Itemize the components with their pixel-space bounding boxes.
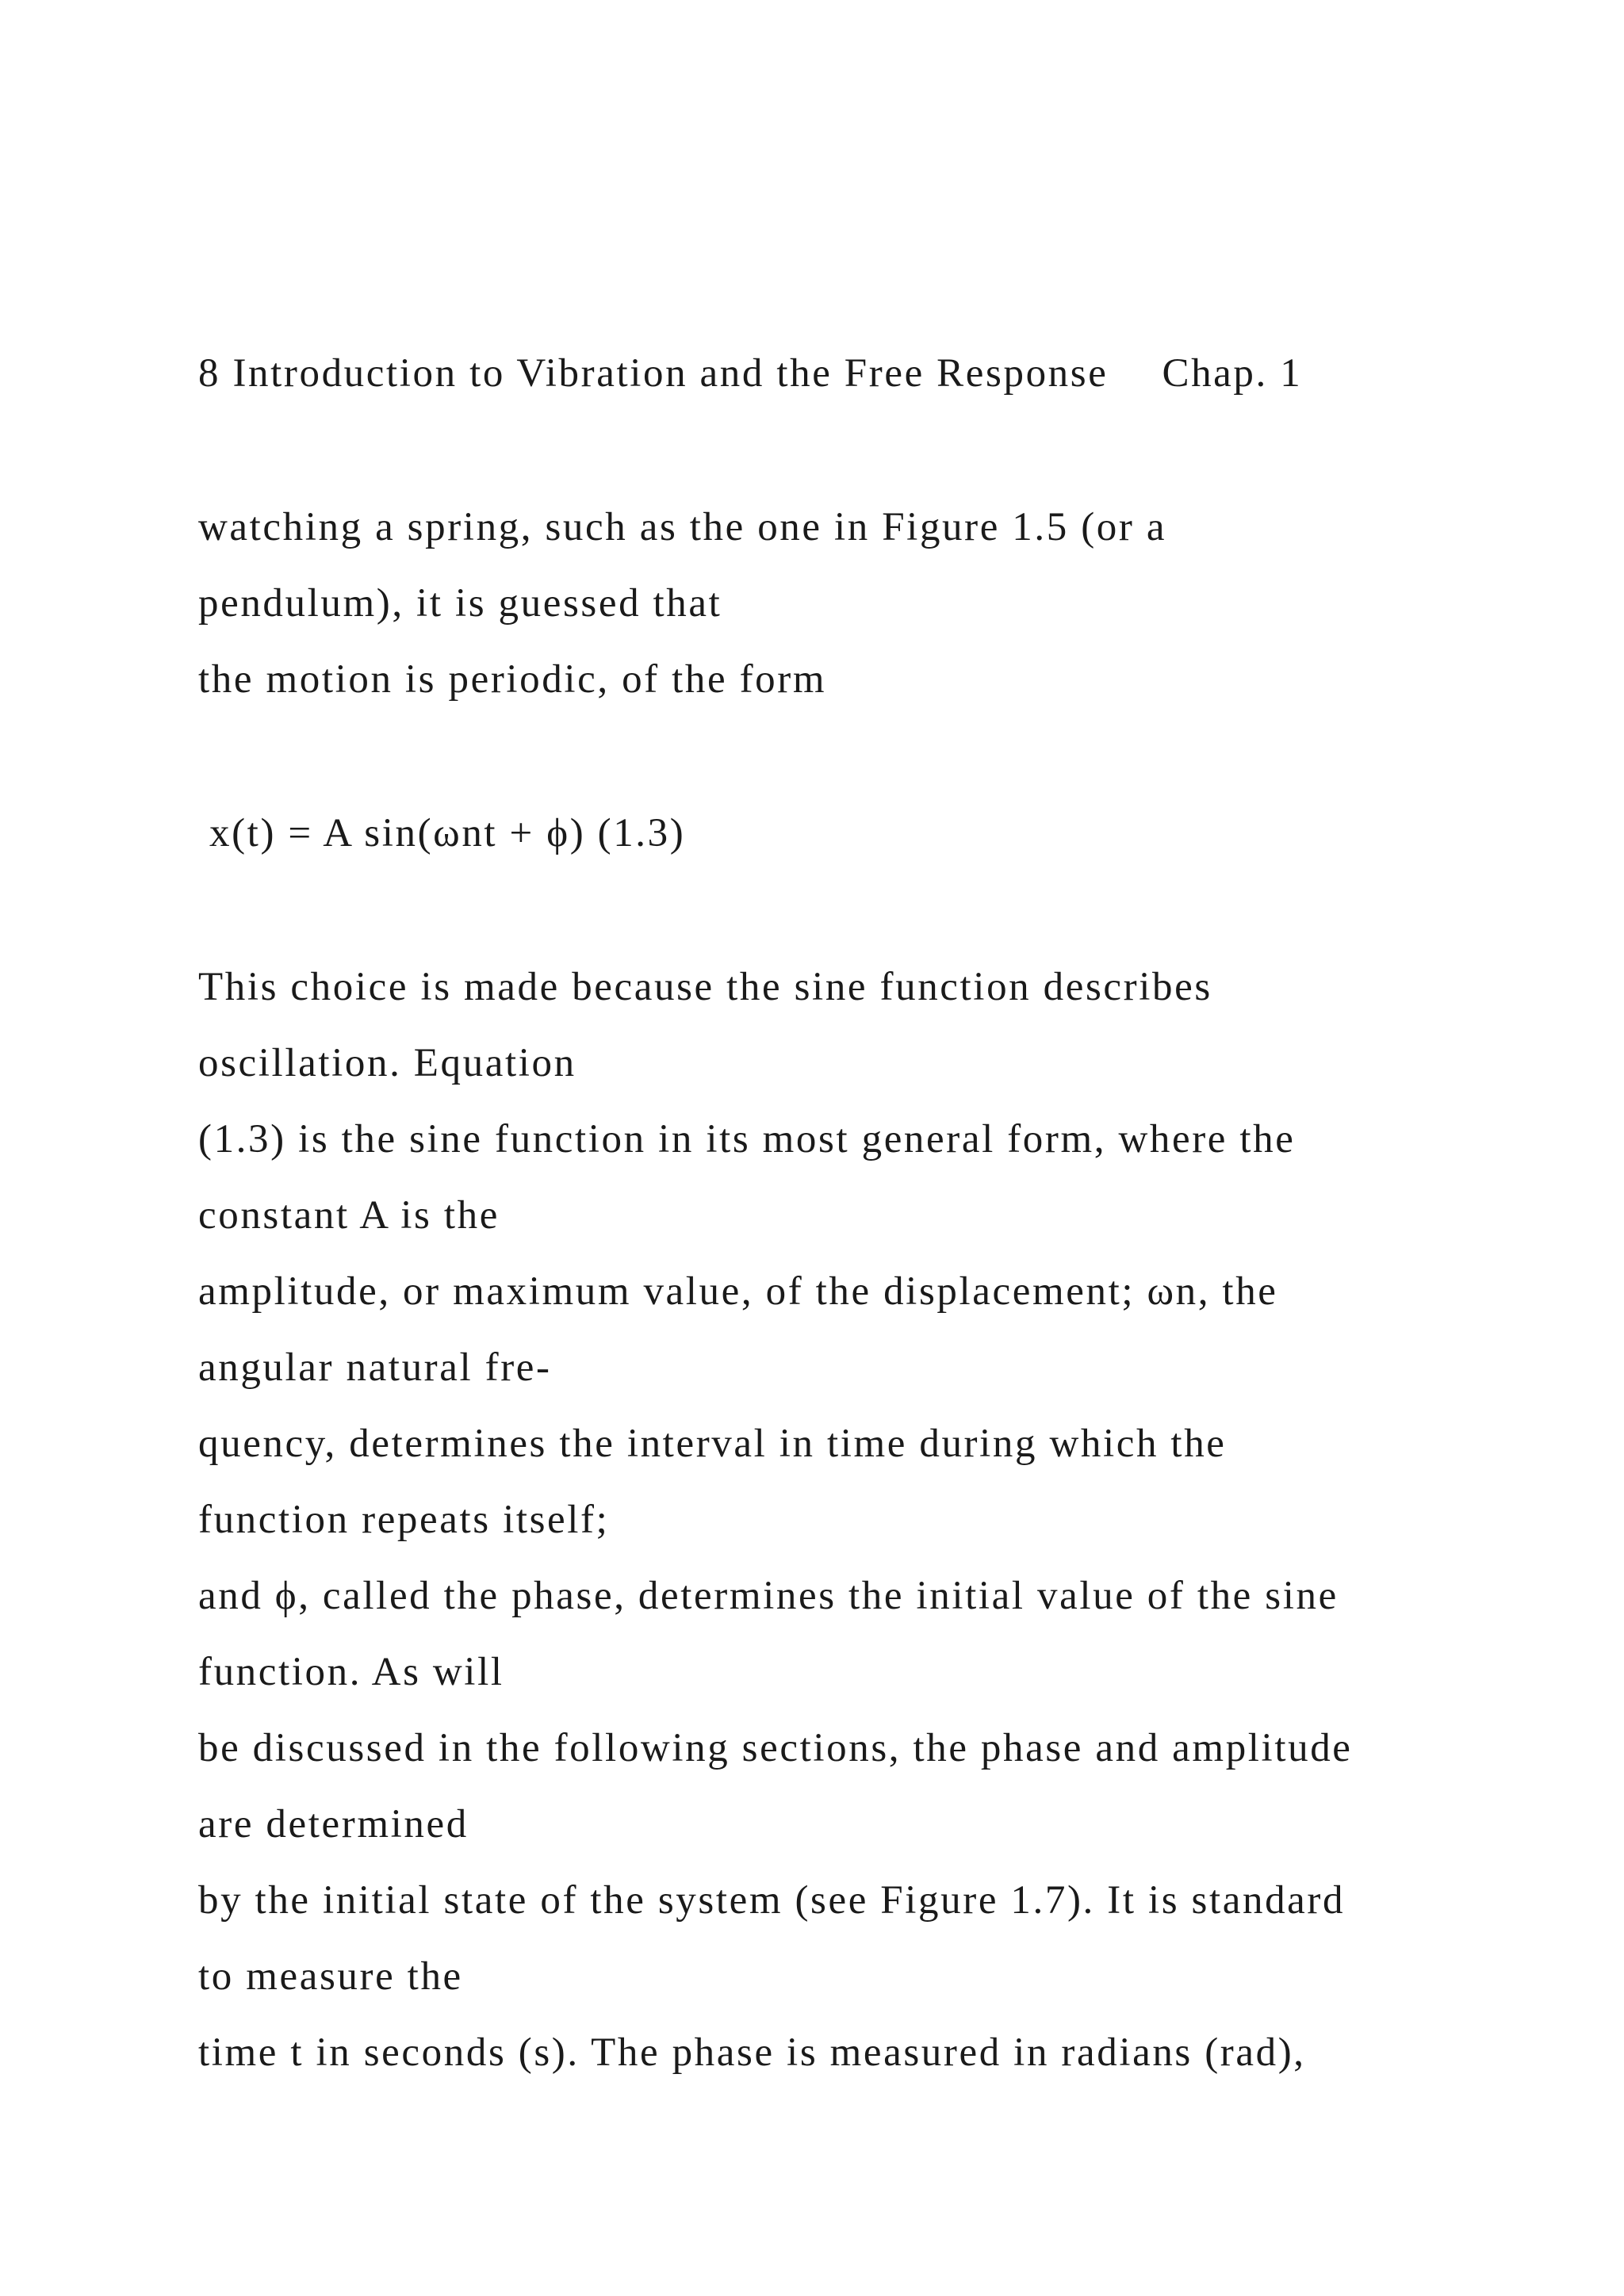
text-line: function. As will bbox=[198, 1650, 504, 1694]
text-line: and ϕ, called the phase, determines the initial value of the sine bbox=[198, 1574, 1339, 1618]
text-line: the motion is periodic, of the form bbox=[198, 657, 827, 702]
text-line: by the initial state of the system (see Figure 1.7). It is standard bbox=[198, 1878, 1346, 1923]
text-line: oscillation. Equation bbox=[198, 1041, 576, 1085]
text-line: are determined bbox=[198, 1802, 469, 1846]
chapter-label: Chap. 1 bbox=[1162, 351, 1303, 396]
text-line: be discussed in the following sections, the phase and amplitude bbox=[198, 1726, 1353, 1770]
text-line: amplitude, or maximum value, of the displacement; ωn, the bbox=[198, 1269, 1278, 1314]
page-header bbox=[198, 351, 1303, 396]
text-line: function repeats itself; bbox=[198, 1498, 610, 1542]
text-line: angular natural fre- bbox=[198, 1345, 552, 1390]
text-line: pendulum), it is guessed that bbox=[198, 581, 722, 626]
text-line: to measure the bbox=[198, 1954, 463, 1999]
text-line: constant A is the bbox=[198, 1193, 500, 1238]
running-title: 8 Introduction to Vibration and the Free Response bbox=[198, 351, 1109, 396]
equation-1-3: x(t) = A sin(ωnt + ϕ) (1.3) bbox=[209, 811, 686, 855]
text-line: quency, determines the interval in time during which the bbox=[198, 1422, 1227, 1466]
text-line: watching a spring, such as the one in Figure 1.5 (or a bbox=[198, 505, 1167, 549]
text-line: (1.3) is the sine function in its most general form, where the bbox=[198, 1117, 1296, 1161]
text-line: This choice is made because the sine function describes bbox=[198, 965, 1212, 1009]
text-line: time t in seconds (s). The phase is measured in radians (rad), bbox=[198, 2030, 1306, 2075]
